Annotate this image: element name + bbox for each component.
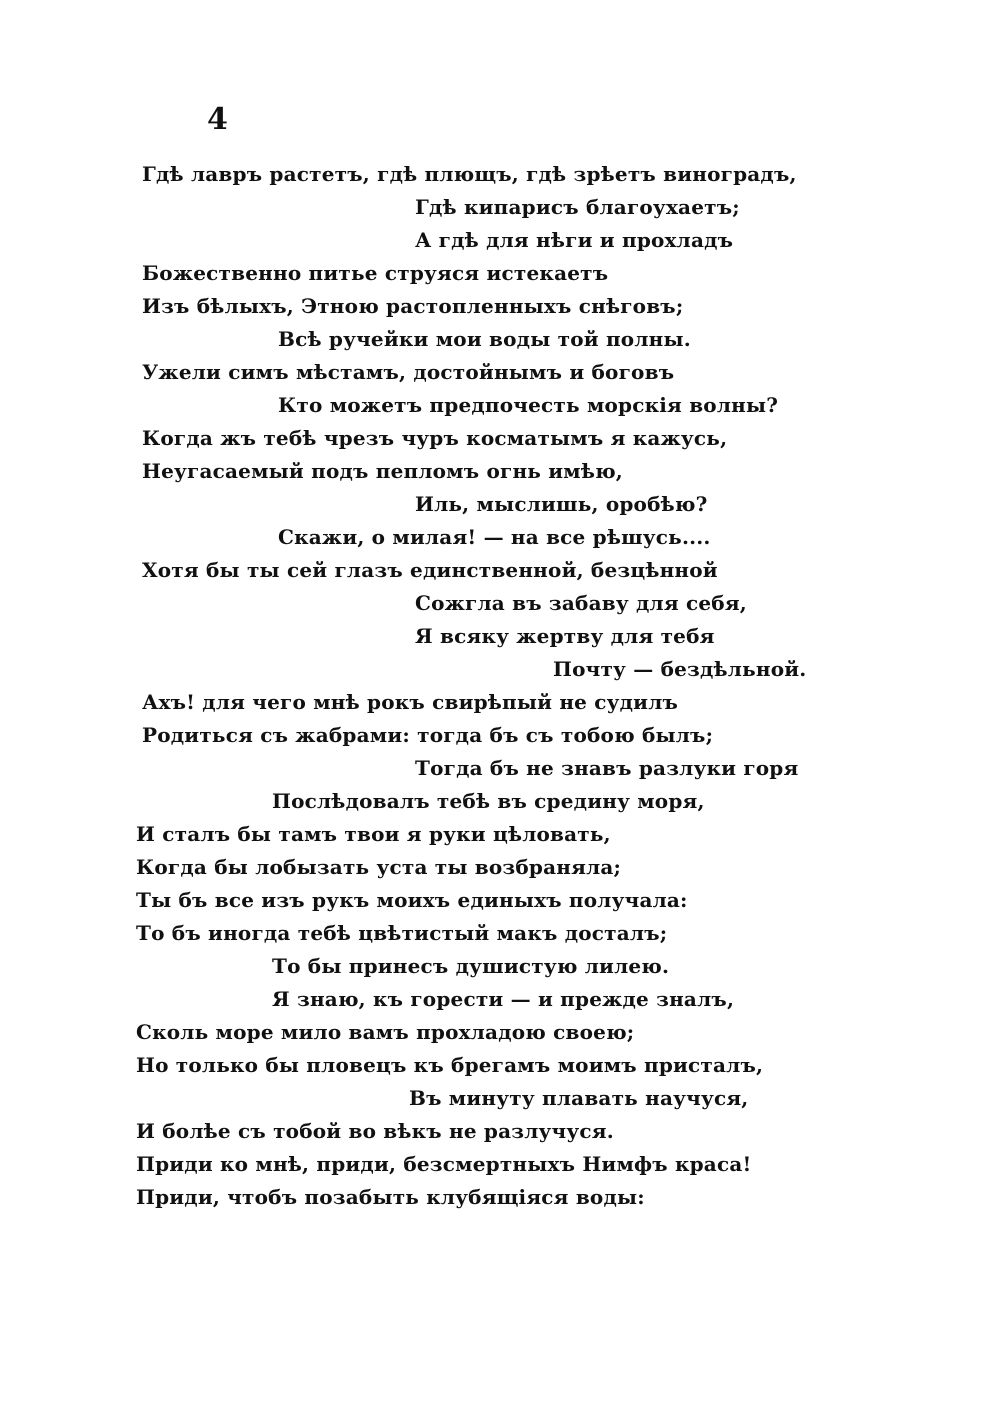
poem-line: Тогда бъ не знавъ разлуки горя <box>415 756 799 780</box>
poem-line: Гдѣ кипарисъ благоухаетъ; <box>415 195 740 219</box>
poem-line: Приди ко мнѣ, приди, безсмертныхъ Нимфъ краса! <box>136 1152 752 1176</box>
poem-line: Всѣ ручейки мои воды той полны. <box>278 327 691 351</box>
poem-line: Когда бы лобызать уста ты возбраняла; <box>136 855 622 879</box>
poem-line: А гдѣ для нѣги и прохладъ <box>415 228 734 252</box>
poem-line: Когда жъ тебѣ чрезъ чуръ косматымъ я кажусь, <box>142 426 728 450</box>
poem-line: Родиться съ жабрами: тогда бъ съ тобою былъ; <box>142 723 714 747</box>
poem-line: То бы принесъ душистую лилею. <box>272 954 670 978</box>
poem-line: Сожгла въ забаву для себя, <box>415 591 747 615</box>
poem-line: Почту — бездѣльной. <box>553 657 807 681</box>
poem-line: Хотя бы ты сей глазъ единственной, безцѣнной <box>142 558 718 582</box>
poem-line: И сталъ бы тамъ твои я руки цѣловать, <box>136 822 611 846</box>
poem-line: Неугасаемый подъ пепломъ огнь имѣю, <box>142 459 623 483</box>
poem-line: Иль, мыслишь, оробѣю? <box>415 492 708 516</box>
poem-line: Ахъ! для чего мнѣ рокъ свирѣпый не судилъ <box>142 690 679 714</box>
poem-line: И болѣе съ тобой во вѣкъ не разлучуся. <box>136 1119 614 1143</box>
poem-line: Кто можетъ предпочесть морскія волны? <box>278 393 779 417</box>
poem-line: Я знаю, къ горести — и прежде зналъ, <box>272 987 735 1011</box>
poem-line: Приди, чтобъ позабыть клубящіяся воды: <box>136 1185 645 1209</box>
poem-line: Послѣдовалъ тебѣ въ средину моря, <box>272 789 705 813</box>
poem-line: Ужели симъ мѣстамъ, достойнымъ и боговъ <box>142 360 675 384</box>
poem-line: Но только бы пловецъ къ брегамъ моимъ присталъ, <box>136 1053 764 1077</box>
page-number: 4 <box>207 102 228 137</box>
poem-line: Скажи, о милая! — на все рѣшусь.... <box>278 525 711 549</box>
poem-line: То бъ иногда тебѣ цвѣтистый макъ досталъ; <box>136 921 668 945</box>
poem-line: Гдѣ лавръ растетъ, гдѣ плющъ, гдѣ зрѣетъ виноградъ, <box>142 162 797 186</box>
poem-line: Въ минуту плавать научуся, <box>409 1086 749 1110</box>
poem-line: Я всяку жертву для тебя <box>415 624 715 648</box>
poem-line: Изъ бѣлыхъ, Этною растопленныхъ снѣговъ; <box>142 294 684 318</box>
poem-line: Божественно питье струяся истекаетъ <box>142 261 609 285</box>
poem-line: Ты бъ все изъ рукъ моихъ единыхъ получала: <box>136 888 688 912</box>
poem-line: Сколь море мило вамъ прохладою своею; <box>136 1020 635 1044</box>
